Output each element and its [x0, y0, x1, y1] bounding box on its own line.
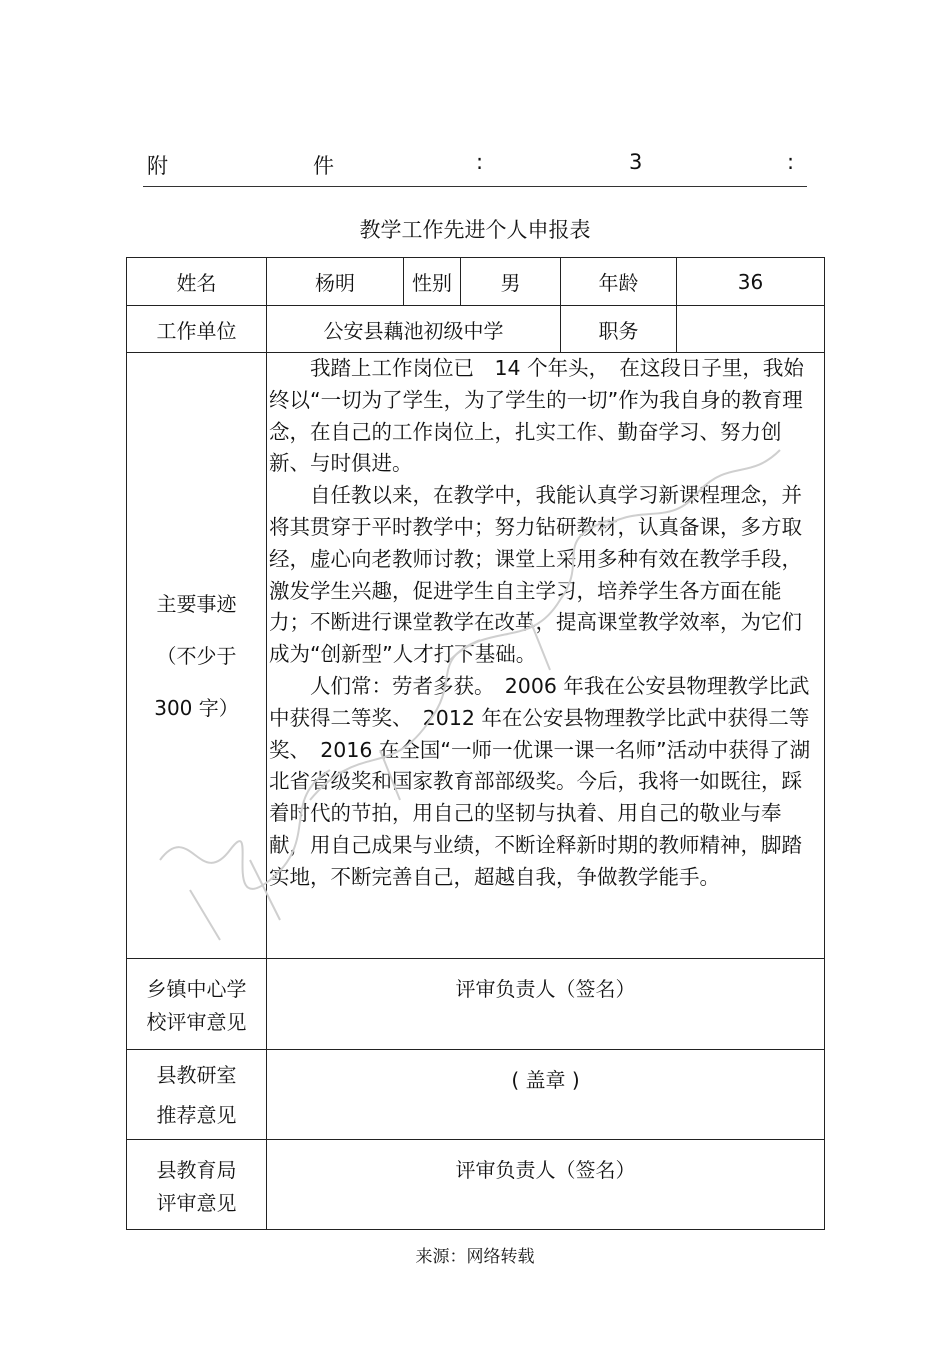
attachment-char: 件	[313, 154, 334, 178]
age-value: 36	[677, 258, 825, 306]
deeds-paragraph: 人们常：劳者多获。 2006 年我在公安县物理教学比武中获得二等奖、 2012 年在公安县物理教学比武中获得二等奖、 2016 在全国“一师一优课一课一名师”活动中获得了湖北省省级奖和国家教育部部级奖。今后，我将一如既往，踩着时代的节拍，用自己的坚韧与执着、用自己的敬业与奉献，用自己成果与业绩，不断诠释新时期的教师精神，脚踏实地，不断完善自己，超越自我，争做教学能手。	[269, 673, 811, 889]
unit-label: 工作单位	[127, 306, 267, 353]
gender-value: 男	[461, 258, 561, 306]
township-review-cell	[267, 959, 825, 1050]
attachment-char: 附	[147, 154, 168, 178]
label-line: 推荐意见	[156, 1102, 237, 1127]
age-label: 年龄	[561, 258, 677, 306]
position-label: 职务	[561, 306, 677, 353]
deeds-label-line: 300 字）	[154, 695, 239, 720]
township-review-label	[127, 959, 267, 1050]
application-form-table	[126, 257, 825, 1230]
name-value: 杨明	[267, 258, 404, 306]
position-value	[677, 306, 825, 353]
label-line: 乡镇中心学	[146, 977, 247, 1001]
name-label: 姓名	[127, 258, 267, 306]
education-bureau-cell	[267, 1140, 825, 1230]
attachment-number: 3	[629, 150, 643, 174]
label-line: 县教研室	[156, 1062, 237, 1087]
deeds-paragraph: 自任教以来，在教学中，我能认真学习新课程理念，并将其贯穿于平时教学中；努力钻研教材，认真备课，多方取经，虚心向老教师讨教；课堂上采用多种有效在教学手段，激发学生兴趣，促进学生自主学习，培养学生各方面在能力；不断进行课堂教学在改革，提高课堂教学效率，为它们成为“创新型”人才打下基础。	[269, 483, 802, 667]
source-note: 来源：网络转载	[415, 1247, 535, 1267]
attachment-colon: :	[476, 150, 484, 174]
label-line: 校评审意见	[146, 1010, 247, 1034]
deeds-paragraph: 我踏上工作岗位已 14 个年头， 在这段日子里，我始终以“一切为了学生，为了学生的一切”作为我自身的教育理念，在自己的工作岗位上，扎实工作、勤奋学习、努力创新、与时俱进。	[269, 356, 804, 476]
research-office-label	[127, 1050, 267, 1140]
deeds-label-line: 主要事迹	[156, 591, 237, 616]
label-line: 评审意见	[156, 1190, 237, 1215]
deeds-label	[127, 353, 267, 959]
research-office-cell	[267, 1050, 825, 1140]
unit-value: 公安县藕池初级中学	[267, 306, 561, 353]
deeds-label-line: （不少于	[156, 643, 237, 668]
attachment-colon: :	[787, 150, 795, 174]
gender-label: 性别	[404, 258, 461, 306]
form-title: 教学工作先进个人申报表	[359, 218, 591, 242]
seal-note: ( 盖章 )	[511, 1068, 580, 1092]
deeds-content	[267, 353, 825, 959]
label-line: 县教育局	[156, 1157, 237, 1182]
signature-note: 评审负责人（签名）	[455, 1158, 636, 1182]
signature-note: 评审负责人（签名）	[455, 977, 636, 1001]
education-bureau-label	[127, 1140, 267, 1230]
attachment-header	[143, 146, 807, 187]
